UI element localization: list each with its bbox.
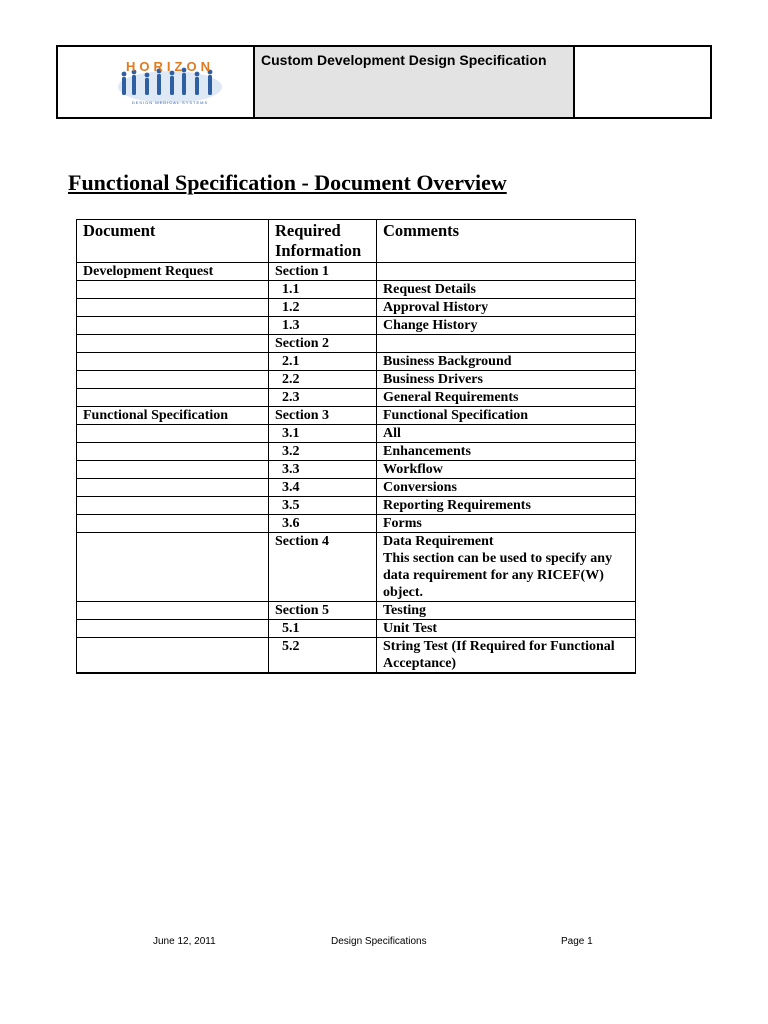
cell-comments: Reporting Requirements [377, 497, 636, 515]
cell-required-information: 3.3 [269, 461, 377, 479]
cell-document: Development Request [77, 263, 269, 281]
cell-required-information: 3.2 [269, 443, 377, 461]
cell-document [77, 425, 269, 443]
cell-comments: Business Drivers [377, 371, 636, 389]
cell-document [77, 620, 269, 638]
table-row [77, 281, 636, 299]
cell-comments [377, 335, 636, 353]
cell-document [77, 533, 269, 602]
table-header-row [77, 220, 636, 263]
cell-required-information: 1.1 [269, 281, 377, 299]
cell-required-information: 3.5 [269, 497, 377, 515]
table-row [77, 515, 636, 533]
cell-required-information: Section 4 [269, 533, 377, 602]
cell-comments: Approval History [377, 299, 636, 317]
cell-comments: Enhancements [377, 443, 636, 461]
cell-document [77, 335, 269, 353]
cell-required-information: Section 3 [269, 407, 377, 425]
cell-document [77, 281, 269, 299]
cell-required-information: 3.1 [269, 425, 377, 443]
cell-required-information: Section 2 [269, 335, 377, 353]
cell-required-information: 3.6 [269, 515, 377, 533]
footer-page-number: Page 1 [561, 936, 593, 947]
cell-required-information: 1.3 [269, 317, 377, 335]
document-header [56, 45, 712, 119]
table-row [77, 497, 636, 515]
cell-comments: Data Requirement This section can be used to specify any data requirement for any RICEF(W) object. [377, 533, 636, 602]
logo-wordmark: HORIZON [126, 59, 214, 74]
table-row [77, 371, 636, 389]
cell-document [77, 497, 269, 515]
cell-document [77, 443, 269, 461]
cell-required-information: Section 1 [269, 263, 377, 281]
page-title: Functional Specification - Document Overview [68, 170, 507, 195]
table-row [77, 479, 636, 497]
table-body [77, 263, 636, 674]
footer-date: June 12, 2011 [153, 936, 216, 947]
table-row [77, 461, 636, 479]
table-row [77, 335, 636, 353]
cell-required-information: 2.2 [269, 371, 377, 389]
cell-required-information: Section 5 [269, 602, 377, 620]
cell-comments: Conversions [377, 479, 636, 497]
cell-comments: Unit Test [377, 620, 636, 638]
cell-document [77, 299, 269, 317]
cell-comments: Change History [377, 317, 636, 335]
cell-comments: All [377, 425, 636, 443]
table-row [77, 638, 636, 674]
table-row [77, 425, 636, 443]
cell-document [77, 317, 269, 335]
cell-document [77, 371, 269, 389]
header-title: Custom Development Design Specification [255, 47, 575, 117]
cell-comments: Functional Specification [377, 407, 636, 425]
column-header-document: Document [77, 220, 269, 263]
table-row [77, 533, 636, 602]
cell-required-information: 1.2 [269, 299, 377, 317]
cell-required-information: 5.2 [269, 638, 377, 674]
cell-document [77, 353, 269, 371]
cell-comments: Business Background [377, 353, 636, 371]
logo-tagline: DESIGN MEDICAL SYSTEMS [131, 100, 209, 105]
table-row [77, 389, 636, 407]
logo-cell [58, 47, 255, 117]
cell-document [77, 461, 269, 479]
document-overview-table [76, 219, 636, 674]
column-header-required-information: Required Information [269, 220, 377, 263]
column-header-comments: Comments [377, 220, 636, 263]
cell-comments: Testing [377, 602, 636, 620]
cell-required-information: 2.1 [269, 353, 377, 371]
cell-required-information: 3.4 [269, 479, 377, 497]
cell-comments: General Requirements [377, 389, 636, 407]
cell-document [77, 479, 269, 497]
table-row [77, 263, 636, 281]
cell-document [77, 602, 269, 620]
cell-document [77, 515, 269, 533]
cell-required-information: 5.1 [269, 620, 377, 638]
cell-document: Functional Specification [77, 407, 269, 425]
cell-comments: Request Details [377, 281, 636, 299]
table-row [77, 602, 636, 620]
header-empty-cell [575, 47, 710, 117]
company-logo [114, 57, 226, 107]
footer-center: Design Specifications [331, 936, 427, 947]
cell-comments: Forms [377, 515, 636, 533]
table-row [77, 317, 636, 335]
table-row [77, 353, 636, 371]
table-row [77, 407, 636, 425]
cell-comments [377, 263, 636, 281]
table-row [77, 620, 636, 638]
cell-document [77, 638, 269, 674]
cell-comments: String Test (If Required for Functional Acceptance) [377, 638, 636, 674]
table-row [77, 443, 636, 461]
table-row [77, 299, 636, 317]
cell-document [77, 389, 269, 407]
cell-required-information: 2.3 [269, 389, 377, 407]
cell-comments: Workflow [377, 461, 636, 479]
